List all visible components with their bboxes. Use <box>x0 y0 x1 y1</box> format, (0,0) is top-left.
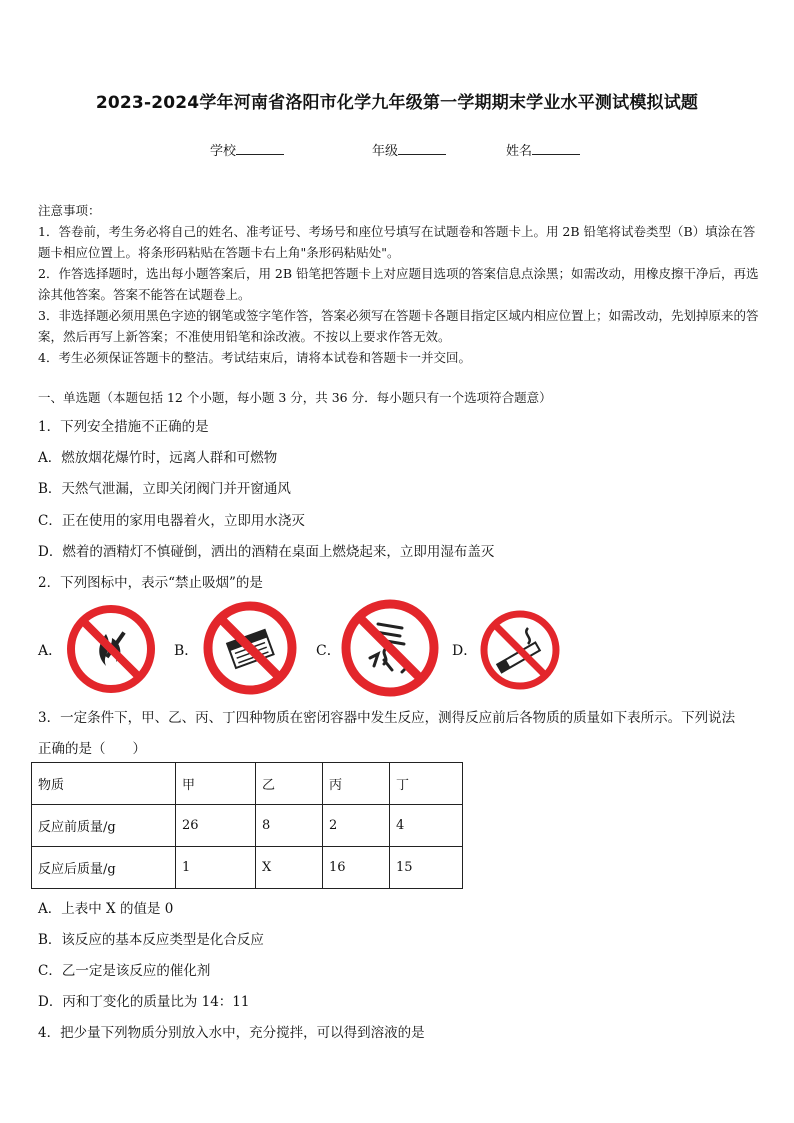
table-row <box>32 805 463 847</box>
school-label: 学校 <box>210 144 237 159</box>
q2-label-d: D． <box>452 643 478 659</box>
q2-stem: 2．下列图标中，表示“禁止吸烟”的是 <box>38 575 263 591</box>
table-cell: 反应前质量/g <box>32 805 176 847</box>
table-cell: 反应后质量/g <box>32 847 176 889</box>
q1-stem: 1．下列安全措施不正确的是 <box>38 419 209 435</box>
note-item: 3．非选择题必须用黑色字迹的钢笔或签字笔作答，答案必须写在答题卡各题目指定区域内相应位置上；如需改动，先划掉原来的答案，然后再写上新答案；不准使用铅笔和涂改液。不按以上要求作答无效。 <box>38 308 759 344</box>
grade-field <box>372 140 446 159</box>
q2-label-a: A． <box>38 643 63 659</box>
note-item: 1．答卷前，考生务必将自己的姓名、准考证号、考场号和座位号填写在试题卷和答题卡上。用 2B 铅笔将试卷类型（B）填涂在答题卡相应位置上。将条形码粘贴在答题卡右上角"条形码粘贴处"。 <box>38 224 756 260</box>
table-cell: 16 <box>323 847 390 889</box>
no-fireworks-icon <box>340 598 440 702</box>
table-header-cell: 丙 <box>323 763 390 805</box>
q1-option-a: A．燃放烟花爆竹时，远离人群和可燃物 <box>38 450 278 466</box>
name-blank <box>532 142 580 155</box>
table-header-cell: 物质 <box>32 763 176 805</box>
table-cell: X <box>256 847 323 889</box>
q1-option-d: D．燃着的酒精灯不慎碰倒，洒出的酒精在桌面上燃烧起来，立即用湿布盖灭 <box>38 544 495 560</box>
no-open-flame-icon <box>66 604 156 698</box>
note-item: 2．作答选择题时，选出每小题答案后，用 2B 铅笔把答题卡上对应题目选项的答案信息点涂黑；如需改动，用橡皮擦干净后，再选涂其他答案。答案不能答在试题卷上。 <box>38 266 759 302</box>
q3-mass-table <box>31 762 463 889</box>
school-blank <box>236 142 284 155</box>
q1-option-c: C．正在使用的家用电器着火，立即用水浇灭 <box>38 513 305 529</box>
table-cell: 4 <box>390 805 463 847</box>
no-flammables-icon <box>202 600 298 700</box>
q2-label-b: B． <box>174 643 199 659</box>
q3-option-b: B．该反应的基本反应类型是化合反应 <box>38 932 264 948</box>
table-row <box>32 847 463 889</box>
q1-option-b: B．天然气泄漏，立即关闭阀门并开窗通风 <box>38 481 291 497</box>
name-label: 姓名 <box>506 144 533 159</box>
section-heading: 一、单选题（本题包括 12 个小题，每小题 3 分，共 36 分．每小题只有一个选项符合题意） <box>38 390 552 405</box>
table-cell: 8 <box>256 805 323 847</box>
school-field <box>210 140 284 159</box>
table-header-cell: 丁 <box>390 763 463 805</box>
q4-stem: 4．把少量下列物质分别放入水中，充分搅拌，可以得到溶液的是 <box>38 1025 425 1041</box>
q3-option-d: D．丙和丁变化的质量比为 14：11 <box>38 994 250 1010</box>
q3-option-c: C．乙一定是该反应的催化剂 <box>38 963 211 979</box>
exam-title: 2023-2024学年河南省洛阳市化学九年级第一学期期末学业水平测试模拟试题 <box>95 93 699 113</box>
table-header-cell: 甲 <box>176 763 256 805</box>
q3-stem-line1: 3．一定条件下，甲、乙、丙、丁四种物质在密闭容器中发生反应，测得反应前后各物质的质量如下表所示。下列说法 <box>38 710 736 726</box>
q3-stem-line2: 正确的是（ ） <box>38 741 146 757</box>
grade-label: 年级 <box>372 144 399 159</box>
q2-label-c: C． <box>316 643 341 659</box>
table-cell: 26 <box>176 805 256 847</box>
q2-icon-options <box>38 598 758 700</box>
table-header-row <box>32 763 463 805</box>
no-smoking-icon <box>478 608 562 696</box>
notes-block <box>38 200 760 368</box>
name-field <box>506 140 580 159</box>
table-header-cell: 乙 <box>256 763 323 805</box>
grade-blank <box>398 142 446 155</box>
q3-option-a: A．上表中 X 的值是 0 <box>38 901 174 917</box>
table-cell: 2 <box>323 805 390 847</box>
table-cell: 1 <box>176 847 256 889</box>
table-cell: 15 <box>390 847 463 889</box>
note-item: 4．考生必须保证答题卡的整洁。考试结束后，请将本试卷和答题卡一并交回。 <box>38 350 471 365</box>
notes-heading: 注意事项： <box>38 203 101 218</box>
